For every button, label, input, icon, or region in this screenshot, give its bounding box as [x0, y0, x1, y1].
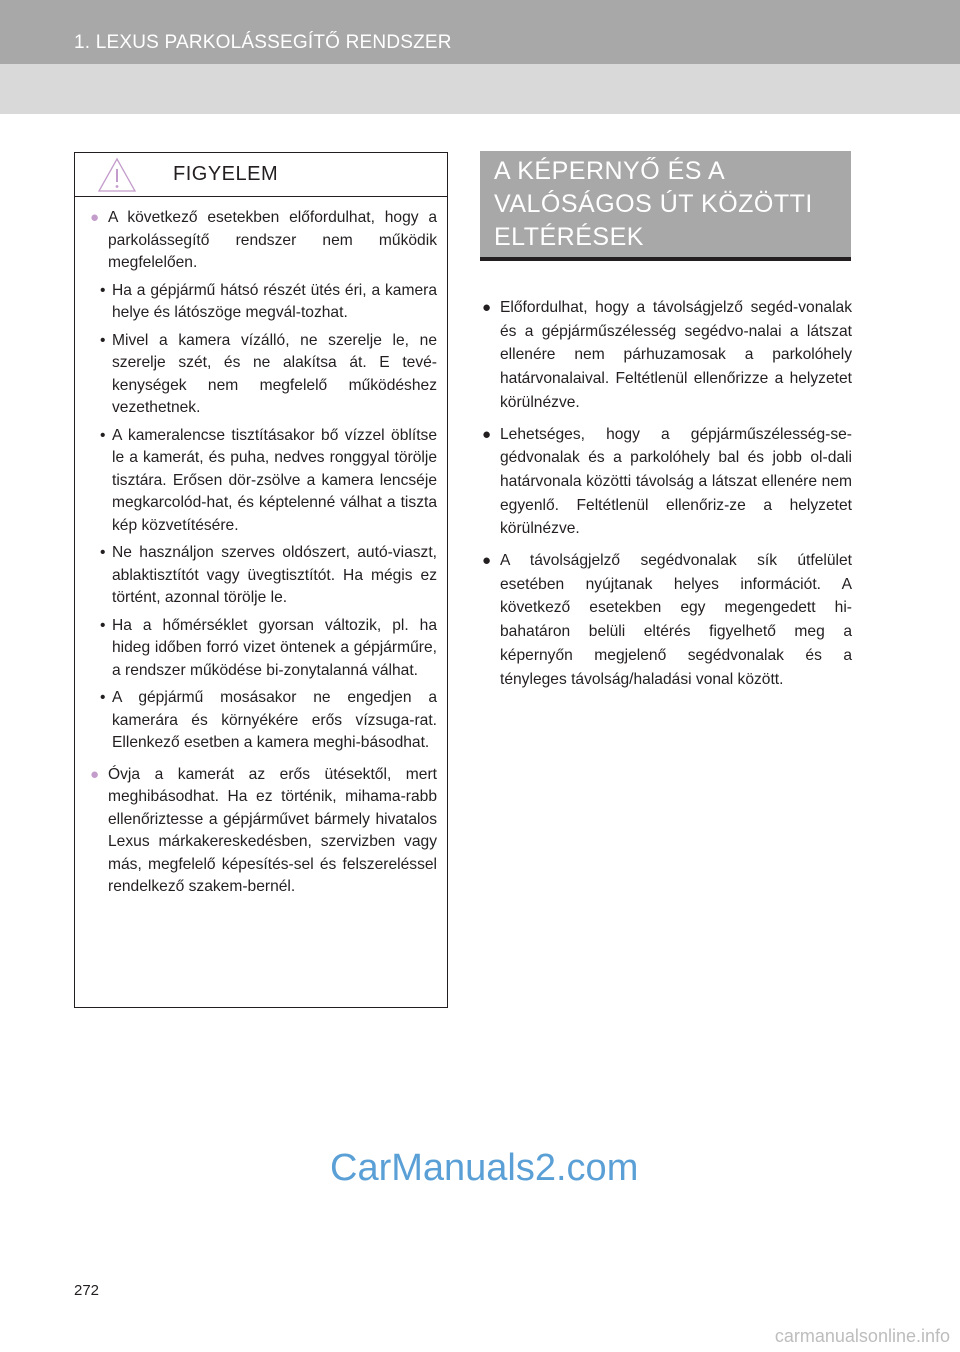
bullet-dot-icon: ● [482, 425, 492, 443]
warning-sub-text: A gépjármű mosásakor ne engedjen a kamerára és környékére erős vízsuga-rat. Ellenkező esetben a kamera meghi-básodhat. [112, 689, 437, 751]
section-bullet [482, 296, 852, 415]
section-title-line: ELTÉRÉSEK [494, 223, 644, 251]
warning-sub-item: • Ha a gépjármű hátsó részét ütés éri, a kamera helye és látószöge megvál-tozhat. [90, 280, 437, 325]
watermark-text: carmanualsonline.info [774, 1326, 950, 1346]
chapter-title: 1. LEXUS PARKOLÁSSEGÍTŐ RENDSZER [74, 32, 452, 53]
warning-sub-item: • A gépjármű mosásakor ne engedjen a kamerára és környékére erős vízsuga-rat. Ellenkező esetben a kamera meghi-básodhat. [90, 687, 437, 755]
warning-bullet [90, 764, 437, 899]
bullet-dot-icon: ● [90, 765, 100, 783]
warning-sub-item: • Ne használjon szerves oldószert, autó-viaszt, ablaktisztítót vagy üvegtisztítót. Ha mégis ez történt, azonnal törölje le. [90, 542, 437, 610]
page-number: 272 [74, 1282, 100, 1299]
warning-title: FIGYELEM [173, 163, 279, 185]
warning-bullet-text: Óvja a kamerát az erős ütésektől, mert meghibásodhat. Ha ez történik, mihama-rabb ellenőriztesse a gépjárművet bármely hivatalos Lexus márkakereskedésben, szervizben vagy más, megfelelő képesítés-sel és felszereléssel rendelkező szakem-bernél. [108, 765, 437, 895]
warning-bullet [90, 207, 437, 275]
section-heading [480, 151, 851, 261]
warning-body [75, 197, 447, 899]
section-title [494, 155, 813, 254]
section-title-line: VALÓSÁGOS ÚT KÖZÖTTI [494, 190, 813, 218]
warning-triangle-icon [97, 157, 137, 193]
watermark-logo: CarManuals2.com [330, 1147, 639, 1189]
section-bullet [482, 423, 852, 542]
bullet-dot-icon: ● [482, 299, 492, 316]
warning-header [75, 153, 447, 197]
warning-sub-item: • Mivel a kamera vízálló, ne szerelje le, ne szerelje szét, és ne alakítsa át. E tevé-kenységek nem megfelelő működéshez vezethetnek. [90, 330, 437, 420]
warning-sub-text: Ne használjon szerves oldószert, autó-viaszt, ablaktisztítót vagy üvegtisztítót. Ha mégis ez történt, azonnal törölje le. [112, 544, 437, 606]
bullet-dot-icon: ● [482, 552, 492, 570]
header-band [0, 0, 960, 114]
warning-sub-text: A kameralencse tisztításakor bő vízzel öblítse le a kamerát, és puha, nedves ronggyal törölje tisztára. Erősen dör-zsölve a kamera lencséje megkarcolód-hat, és képtelenné válhat a tiszta kép közvetítésére. [112, 426, 437, 534]
warning-sub-text: Mivel a kamera vízálló, ne szerelje le, ne szerelje szét, és ne alakítsa át. E tevé-kenységek nem megfelelő működéshez vezethetnek. [112, 331, 437, 416]
bullet-dot-icon: ● [90, 209, 100, 226]
warning-sub-item: • A kameralencse tisztításakor bő vízzel öblítse le a kamerát, és puha, nedves ronggyal törölje tisztára. Erősen dör-zsölve a kamera lencséje megkarcolód-hat, és képtelenné válhat a tiszta kép közvetítésére. [90, 425, 437, 538]
warning-bullet-text: A következő esetekben előfordulhat, hogy a parkolássegítő rendszer nem működik megfelelően. [108, 209, 437, 271]
warning-box [74, 152, 448, 1008]
section-bullet-text: A távolságjelző segédvonalak sík útfelület esetében nyújtanak helyes információt. A következő esetekben egy megengedett hi-bahatáron belüli eltérés figyelhető meg a képernyőn megjelenő segédvonalak és a tényleges távolság/haladási vonal között. [500, 552, 852, 688]
section-bullet-text: Lehetséges, hogy a gépjárműszélesség-se-gédvonalak és a parkolóhely bal és jobb ol-dali határvonala közötti távolság a látszat ellenére nem egyenlő. Feltétlenül ellenőriz-ze a helyzetet körülnézve. [500, 425, 852, 538]
section-title-line: A KÉPERNYŐ ÉS A [494, 157, 726, 185]
warning-sub-text: Ha a gépjármű hátsó részét ütés éri, a kamera helye és látószöge megvál-tozhat. [112, 281, 437, 321]
section-body [482, 296, 852, 699]
warning-sub-item: • Ha a hőmérséklet gyorsan változik, pl. ha hideg időben forró vizet öntenek a gépjárműre, a rendszer működése bi-zonytalanná válhat. [90, 615, 437, 683]
section-bullet [482, 549, 852, 691]
section-bullet-text: Előfordulhat, hogy a távolságjelző segéd-vonalak és a gépjárműszélesség segédvo-nalai a látszat ellenére nem párhuzamosak a parkolóhely határvonalaival. Feltétlenül ellenőrizze a helyzetet körülnézve. [500, 299, 852, 411]
warning-sub-text: Ha a hőmérséklet gyorsan változik, pl. ha hideg időben forró vizet öntenek a gépjárműre, a rendszer működése bi-zonytalanná válhat. [112, 616, 437, 679]
